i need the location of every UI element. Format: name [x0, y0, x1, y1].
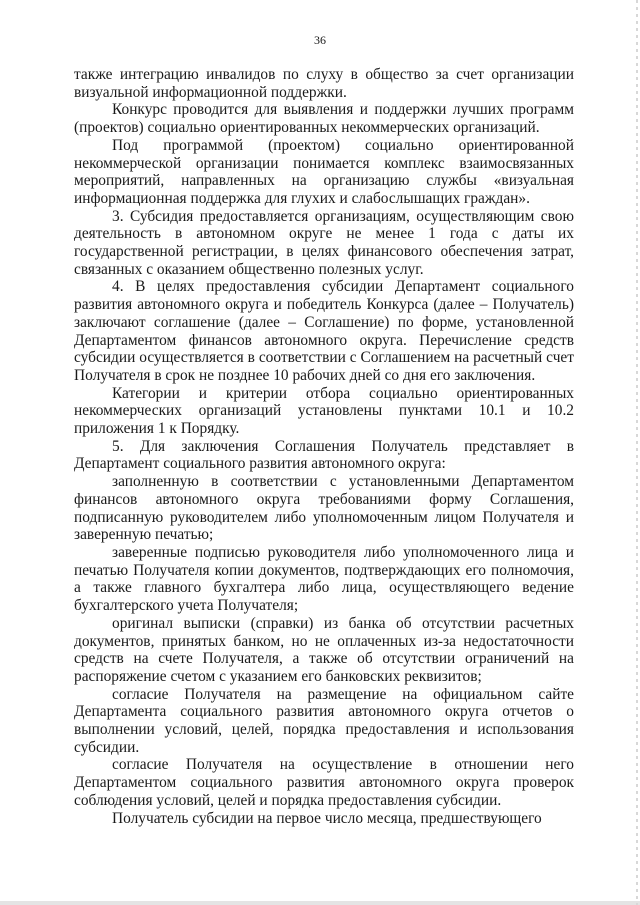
paragraph-contest-purpose: Конкурс проводится для выявления и поддержки лучших программ (проектов) социально ориентированных некоммерческих организаций. [74, 101, 574, 137]
document-body [74, 66, 574, 827]
paragraph-clause-3: 3. Субсидия предоставляется организациям, осуществляющим свою деятельность в автономном округе не менее 1 года с даты их государственной регистрации, в целях финансового обеспечения затрат, связанных с оказанием общественно полезных услуг. [74, 207, 574, 278]
list-item-bank-statement: оригинал выписки (справки) из банка об отсутствии расчетных документов, принятых банком, но не оплаченных из-за недостаточности средств на счете Получателя, а также об отсутствии ограничений на распоряжение счетом с указанием его банковских реквизитов; [74, 614, 574, 685]
list-item-agreement-form: заполненную в соответствии с установленными Департаментом финансов автономного округа требованиями форму Соглашения, подписанную руководителем либо уполномоченным лицом Получателя и заверенную печатью; [74, 473, 574, 544]
paragraph-clause-5: 5. Для заключения Соглашения Получатель представляет в Департамент социального развития автономного округа: [74, 437, 574, 473]
list-item-authority-documents: заверенные подписью руководителя либо уполномоченного лица и печатью Получателя копии документов, подтверждающих его полномочия, а также главного бухгалтера либо лица, осуществляющего ведение бухгалтерского учета Получателя; [74, 543, 574, 615]
paragraph-recipient-first-day: Получатель субсидии на первое число месяца, предшествующего [112, 809, 542, 827]
list-item-consent-publication: согласие Получателя на размещение на официальном сайте Департамента социального развития автономного округа отчетов о выполнении условий, целей, порядка предоставления и использования субсидии. [74, 685, 574, 756]
page-number: 36 [314, 33, 326, 47]
scan-edge-bottom [0, 901, 640, 905]
paragraph-criteria: Категории и критерии отбора социально ориентированных некоммерческих организаций установлены пунктами 10.1 и 10.2 приложения 1 к Порядку. [74, 384, 574, 438]
paragraph-continuation: также интеграцию инвалидов по слуху в общество за счет организации визуальной информационной поддержки. [74, 66, 574, 101]
list-item-consent-inspection: согласие Получателя на осуществление в отношении него Департаментом социального развития автономного округа проверок соблюдения условий, целей и порядка предоставления субсидии. [74, 756, 574, 809]
paragraph-program-definition: Под программой (проектом) социально ориентированной некоммерческой организации понимается комплекс взаимосвязанных мероприятий, направленных на организацию службы «визуальная информационная поддержка для глухих и слабослышащих граждан». [74, 136, 574, 207]
paragraph-clause-4: 4. В целях предоставления субсидии Департамент социального развития автономного округа и победитель Конкурса (далее – Получатель) заключают соглашение (далее – Соглашение) по форме, установленной Департаментом финансов автономного округа. Перечисление средств субсидии осуществляется в соответствии с Соглашением на расчетный счет Получателя в срок не позднее 10 рабочих дней со дня его заключения. [74, 278, 574, 384]
scan-edge-right [636, 0, 638, 905]
